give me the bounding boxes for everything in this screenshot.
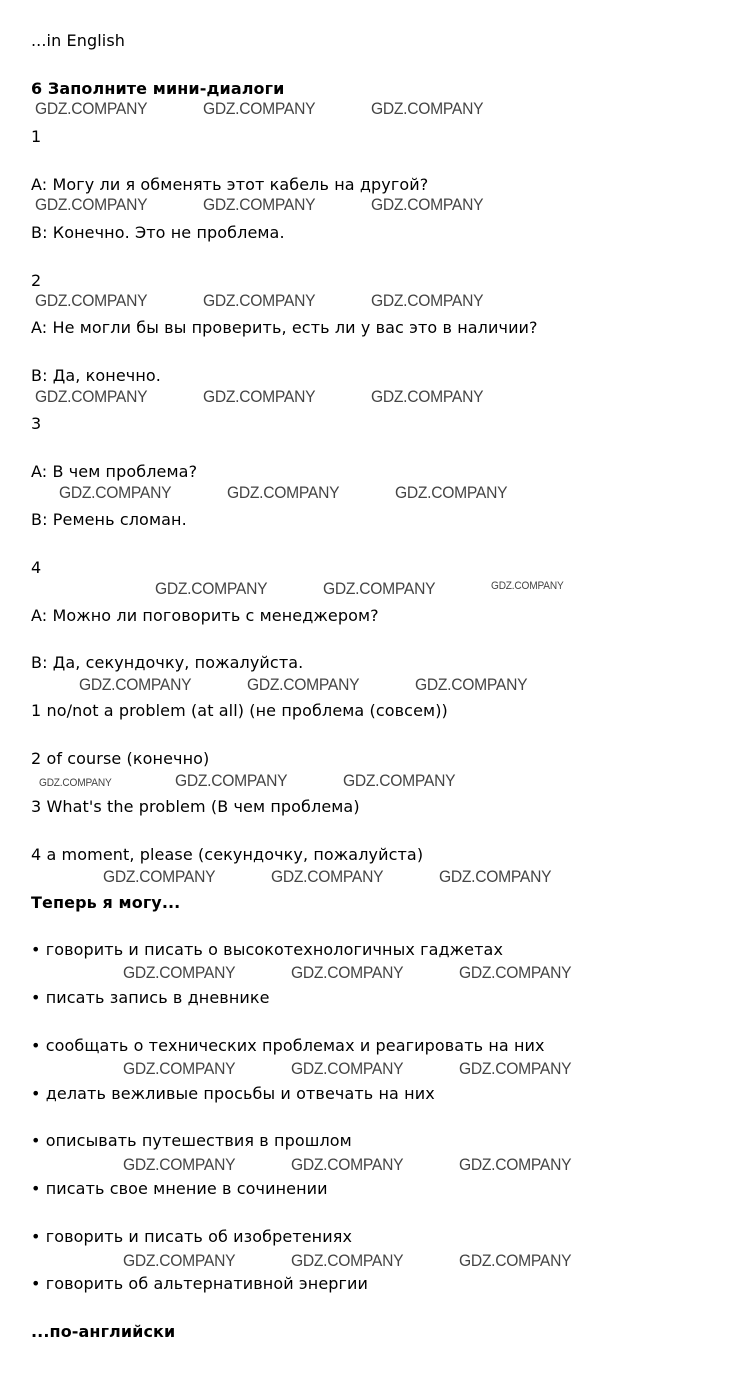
can-do-item: • писать свое мнение в сочинении [31, 1179, 328, 1198]
can-do-item: • сообщать о технических проблемах и реагировать на них [31, 1036, 545, 1055]
watermark: GDZ.COMPANY [103, 867, 216, 886]
can-do-title: Теперь я могу... [31, 893, 181, 912]
answer-3: 3 What's the problem (В чем проблема) [31, 797, 360, 816]
can-do-item: • говорить об альтернативной энергии [31, 1274, 369, 1293]
watermark: GDZ.COMPANY [291, 1059, 404, 1078]
watermark: GDZ.COMPANY [35, 99, 148, 118]
dialog-3-line-a: A: В чем проблема? [31, 462, 198, 481]
watermark: GDZ.COMPANY [123, 963, 236, 982]
watermark: GDZ.COMPANY [459, 1251, 572, 1270]
watermark: GDZ.COMPANY [291, 1251, 404, 1270]
watermark: GDZ.COMPANY [227, 483, 340, 502]
watermark: GDZ.COMPANY [203, 195, 316, 214]
dialog-2-number: 2 [31, 271, 42, 290]
dialog-1-line-b: B: Конечно. Это не проблема. [31, 223, 285, 242]
watermark: GDZ.COMPANY [35, 195, 148, 214]
watermark: GDZ.COMPANY [123, 1155, 236, 1174]
dialog-3-number: 3 [31, 414, 42, 433]
watermark: GDZ.COMPANY [343, 771, 456, 790]
watermark: GDZ.COMPANY [371, 387, 484, 406]
watermark: GDZ.COMPANY [203, 291, 316, 310]
watermark: GDZ.COMPANY [39, 777, 112, 789]
watermark: GDZ.COMPANY [123, 1059, 236, 1078]
can-do-item: • писать запись в дневнике [31, 988, 270, 1007]
dialog-4-number: 4 [31, 558, 42, 577]
watermark: GDZ.COMPANY [371, 195, 484, 214]
dialog-4-line-a: A: Можно ли поговорить с менеджером? [31, 606, 379, 625]
can-do-item: • делать вежливые просьбы и отвечать на них [31, 1084, 435, 1103]
dialog-2-line-a: A: Не могли бы вы проверить, есть ли у вас это в наличии? [31, 318, 538, 337]
can-do-item: • говорить и писать о высокотехнологичных гаджетах [31, 940, 504, 959]
watermark: GDZ.COMPANY [203, 387, 316, 406]
watermark: GDZ.COMPANY [323, 579, 436, 598]
watermark: GDZ.COMPANY [415, 675, 528, 694]
dialog-3-line-b: B: Ремень сломан. [31, 510, 187, 529]
watermark: GDZ.COMPANY [439, 867, 552, 886]
watermark: GDZ.COMPANY [459, 963, 572, 982]
answer-4: 4 a moment, please (секундочку, пожалуйста) [31, 845, 424, 864]
dialog-1-number: 1 [31, 127, 42, 146]
watermark: GDZ.COMPANY [35, 387, 148, 406]
header-text: ...in English [31, 31, 126, 50]
dialog-1-line-a: A: Могу ли я обменять этот кабель на другой? [31, 175, 429, 194]
watermark: GDZ.COMPANY [155, 579, 268, 598]
watermark: GDZ.COMPANY [491, 580, 564, 592]
watermark: GDZ.COMPANY [175, 771, 288, 790]
can-do-item: • говорить и писать об изобретениях [31, 1227, 353, 1246]
watermark: GDZ.COMPANY [291, 963, 404, 982]
footer-text: ...по-английски [31, 1322, 176, 1341]
watermark: GDZ.COMPANY [291, 1155, 404, 1174]
can-do-item: • описывать путешествия в прошлом [31, 1131, 352, 1150]
watermark: GDZ.COMPANY [79, 675, 192, 694]
watermark: GDZ.COMPANY [459, 1155, 572, 1174]
exercise-title: 6 Заполните мини-диалоги [31, 79, 285, 98]
dialog-2-line-b: B: Да, конечно. [31, 366, 161, 385]
watermark: GDZ.COMPANY [59, 483, 172, 502]
watermark: GDZ.COMPANY [371, 99, 484, 118]
answer-2: 2 of course (конечно) [31, 749, 210, 768]
answer-1: 1 no/not a problem (at all) (не проблема (совсем)) [31, 701, 448, 720]
watermark: GDZ.COMPANY [123, 1251, 236, 1270]
watermark: GDZ.COMPANY [395, 483, 508, 502]
dialog-4-line-b: B: Да, секундочку, пожалуйста. [31, 653, 304, 672]
watermark: GDZ.COMPANY [271, 867, 384, 886]
watermark: GDZ.COMPANY [247, 675, 360, 694]
watermark: GDZ.COMPANY [203, 99, 316, 118]
watermark: GDZ.COMPANY [371, 291, 484, 310]
watermark: GDZ.COMPANY [459, 1059, 572, 1078]
watermark: GDZ.COMPANY [35, 291, 148, 310]
